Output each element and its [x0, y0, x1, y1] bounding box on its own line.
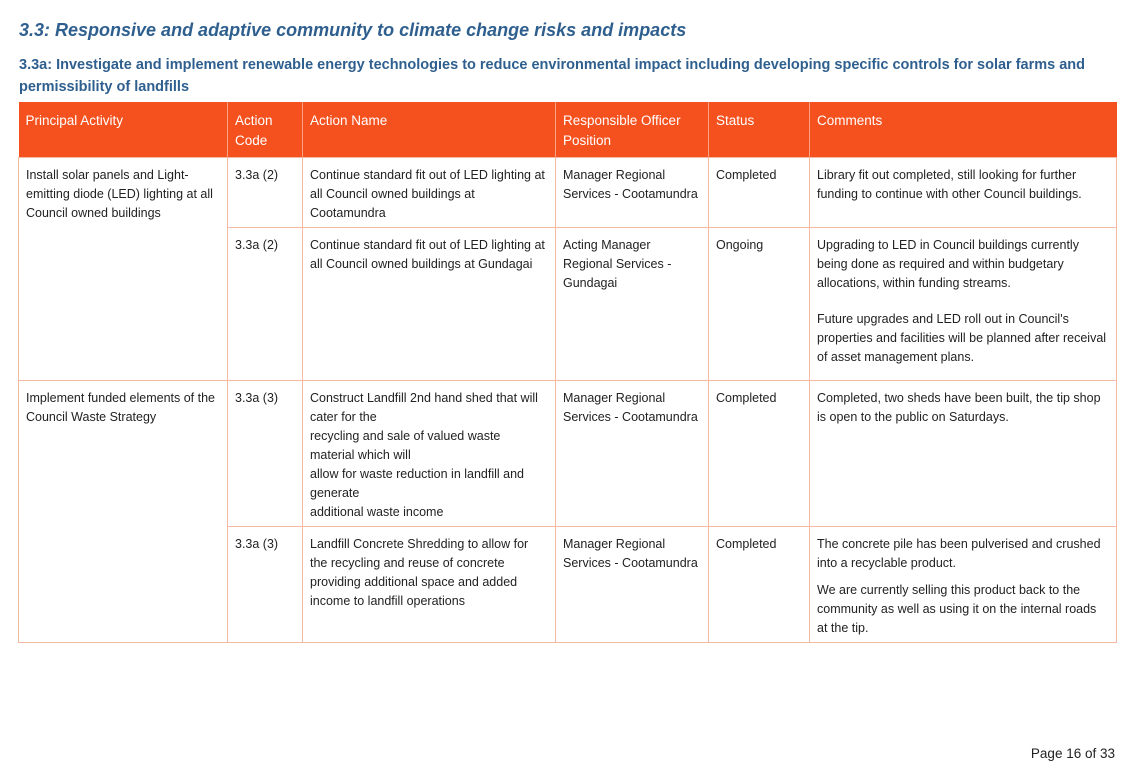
status-cell: Completed [709, 158, 810, 228]
action-name-line: additional waste income [310, 505, 444, 519]
action-name-cell [303, 381, 556, 527]
page-number: Page 16 of 33 [1030, 746, 1115, 761]
action-name-line: recycling and sale of valued waste material which will [310, 429, 501, 462]
section-heading: 3.3: Responsive and adaptive community to climate change risks and impacts [19, 20, 687, 40]
principal-activity-cell: Implement funded elements of the Council Waste Strategy [19, 381, 228, 643]
header-responsible-officer: Responsible Officer Position [556, 102, 709, 158]
table-header-row [19, 102, 1117, 158]
header-action-name: Action Name [303, 102, 556, 158]
comment-text: Library fit out completed, still looking for further funding to continue with other Council buildings. [817, 168, 1082, 201]
officer-cell: Manager Regional Services - Cootamundra [556, 381, 709, 527]
comments-cell [810, 527, 1117, 643]
action-name-cell: Landfill Concrete Shredding to allow for the recycling and reuse of concrete providing additional space and added income to landfill operations [303, 527, 556, 643]
comment-text: Upgrading to LED in Council buildings currently being done as required and within budgetary allocations, within funding streams. [817, 238, 1079, 290]
header-action-code: Action Code [228, 102, 303, 158]
header-comments: Comments [810, 102, 1117, 158]
officer-cell: Manager Regional Services - Cootamundra [556, 527, 709, 643]
actions-table [18, 102, 1117, 643]
table-row [19, 158, 1117, 228]
comments-cell [810, 158, 1117, 228]
action-code-cell: 3.3a (3) [228, 381, 303, 527]
status-cell: Ongoing [709, 228, 810, 381]
comment-text: The concrete pile has been pulverised and crushed into a recyclable product. [817, 537, 1101, 570]
comment-text: Completed, two sheds have been built, the tip shop is open to the public on Saturdays. [817, 391, 1101, 424]
status-cell: Completed [709, 527, 810, 643]
action-code-cell: 3.3a (2) [228, 158, 303, 228]
action-name-line: allow for waste reduction in landfill and generate [310, 467, 525, 500]
header-principal-activity: Principal Activity [19, 102, 228, 158]
officer-cell: Acting Manager Regional Services - Gundagai [556, 228, 709, 381]
action-name-line: Construct Landfill 2nd hand shed that will cater for the [310, 391, 538, 424]
comment-text: We are currently selling this product back to the community as well as using it on the internal roads at the tip. [817, 583, 1097, 635]
action-name-cell: Continue standard fit out of LED lighting at all Council owned buildings at Cootamundra [303, 158, 556, 228]
table-row [19, 381, 1117, 527]
principal-activity-cell: Install solar panels and Light-emitting diode (LED) lighting at all Council owned buildings [19, 158, 228, 381]
comments-cell [810, 228, 1117, 381]
action-code-cell: 3.3a (2) [228, 228, 303, 381]
action-code-cell: 3.3a (3) [228, 527, 303, 643]
action-name-cell: Continue standard fit out of LED lighting at all Council owned buildings at Gundagai [303, 228, 556, 381]
subsection-heading: 3.3a: Investigate and implement renewable energy technologies to reduce environmental impact including developing specific controls for solar farms and permissibility of landfills [19, 57, 1086, 95]
comment-text: Future upgrades and LED roll out in Council's properties and facilities will be planned after receival of asset management plans. [817, 312, 1107, 364]
status-cell: Completed [709, 381, 810, 527]
header-status: Status [709, 102, 810, 158]
officer-cell: Manager Regional Services - Cootamundra [556, 158, 709, 228]
comments-cell [810, 381, 1117, 527]
